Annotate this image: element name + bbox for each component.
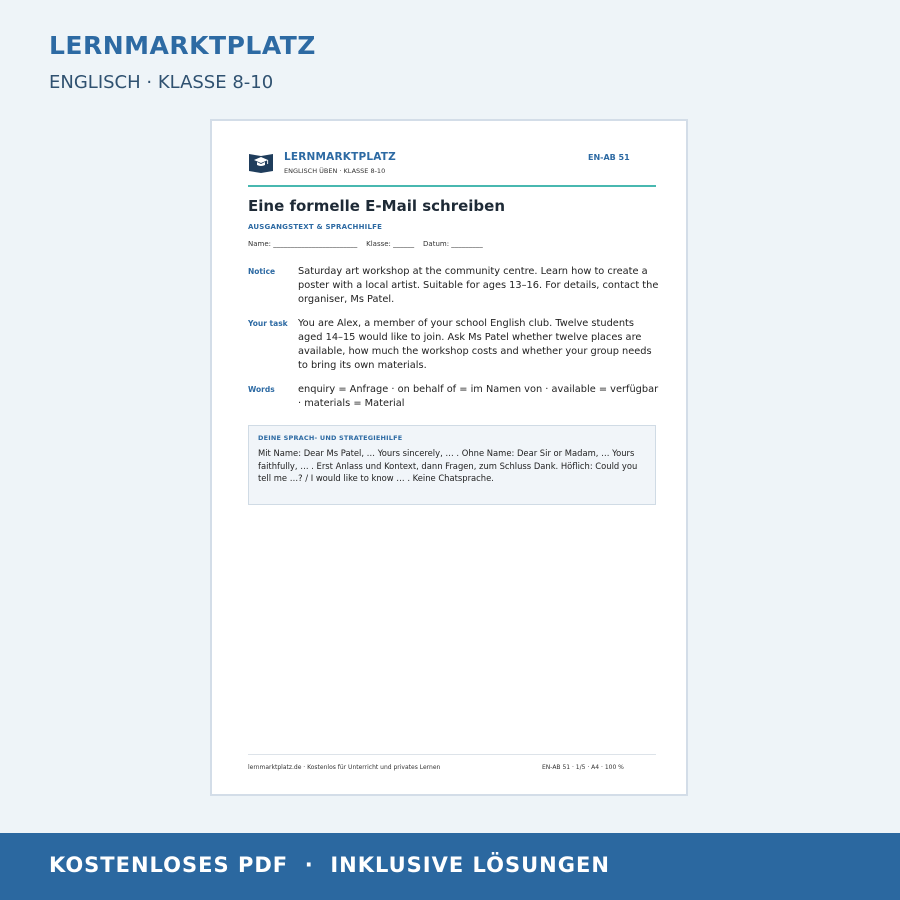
graduation-cap-book-icon (248, 151, 274, 173)
footer-right: EN-AB 51 · 1/5 · A4 · 100 % (542, 764, 624, 771)
banner-text: KOSTENLOSES PDF · INKLUSIVE LÖSUNGEN (49, 853, 610, 877)
logo-name: LERNMARKTPLATZ (284, 151, 396, 163)
hint-title: DEINE SPRACH- UND STRATEGIEHILFE (258, 434, 403, 442)
strategy-hint-box (248, 425, 656, 505)
section-heading: AUSGANGSTEXT & SPRACHHILFE (248, 223, 383, 231)
row-text: enquiry = Anfrage · on behalf of = im Namen von · available = verfügbar · materials = Material (298, 384, 659, 409)
hint-text: Mit Name: Dear Ms Patel, … Yours sincerely, … . Ohne Name: Dear Sir or Madam, … Yours faithfully, … . Erst Anlass und Kontext, dann Fragen, zum Schluss Dank. Höflich: Could you tell me …? / I would like to know … . Keine Chatsprache. (258, 448, 638, 483)
logo-tagline: ENGLISCH ÜBEN · KLASSE 8-10 (284, 167, 386, 175)
document-code: EN-AB 51 (588, 153, 630, 162)
footer-divider (248, 754, 656, 755)
row-label: Your task (248, 319, 288, 328)
brand-title: LERNMARKTPLATZ (49, 31, 316, 60)
row-label: Notice (248, 267, 276, 276)
bottom-banner (0, 833, 900, 900)
row-text: Saturday art workshop at the community centre. Learn how to create a poster with a local artist. Suitable for ages 13–16. For details, contact the organiser, Ms Patel. (298, 266, 659, 305)
footer-left: lernmarktplatz.de · Kostenlos für Unterricht und privates Lernen (248, 764, 441, 771)
worksheet-title: Eine formelle E-Mail schreiben (248, 197, 505, 215)
worksheet-preview (210, 119, 688, 796)
row-label: Words (248, 385, 275, 394)
header-divider (248, 185, 656, 187)
row-text: You are Alex, a member of your school English club. Twelve students aged 14–15 would like to join. Ask Ms Patel whether twelve places are available, how much the workshop costs and whether your group needs to bring its own materials. (298, 318, 652, 371)
name-class-date-line: Name: ________________________ Klasse: ______ Datum: _________ (248, 240, 483, 248)
brand-subtitle: ENGLISCH · KLASSE 8-10 (49, 72, 274, 93)
